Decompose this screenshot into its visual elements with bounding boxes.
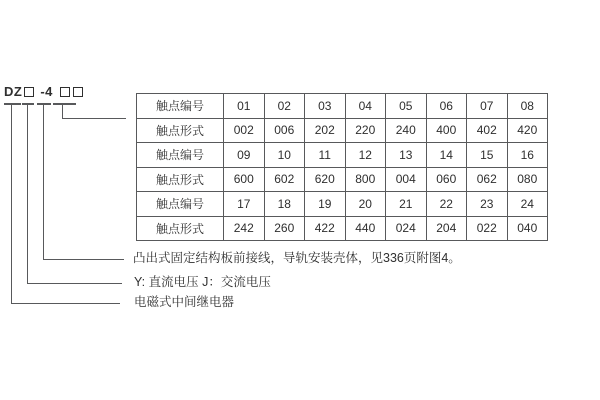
table-cell: 800	[345, 167, 386, 192]
table-cell: 23	[467, 192, 508, 217]
table-cell: 21	[386, 192, 427, 217]
table-cell: 202	[305, 118, 346, 143]
model-series: -4	[40, 84, 53, 99]
table-cell: 040	[507, 216, 548, 241]
table-cell: 600	[224, 167, 265, 192]
table-cell: 620	[305, 167, 346, 192]
table-cell: 10	[264, 143, 305, 168]
table-row	[137, 167, 548, 192]
table-cell: 400	[426, 118, 467, 143]
table-cell: 17	[224, 192, 265, 217]
table-cell: 22	[426, 192, 467, 217]
leader-line-contact-table	[62, 104, 126, 119]
table-cell: 022	[467, 216, 508, 241]
table-cell: 03	[305, 94, 346, 119]
table-cell: 16	[507, 143, 548, 168]
table-row	[137, 192, 548, 217]
table-cell: 024	[386, 216, 427, 241]
table-cell: 220	[345, 118, 386, 143]
table-cell: 01	[224, 94, 265, 119]
table-row	[137, 216, 548, 241]
table-cell: 05	[386, 94, 427, 119]
table-row	[137, 118, 548, 143]
table-cell: 260	[264, 216, 305, 241]
contact-table	[136, 93, 548, 241]
row-label: 触点编号	[137, 192, 224, 217]
table-cell: 204	[426, 216, 467, 241]
table-cell: 002	[224, 118, 265, 143]
table-cell: 15	[467, 143, 508, 168]
table-cell: 420	[507, 118, 548, 143]
table-cell: 12	[345, 143, 386, 168]
model-designation	[4, 84, 83, 99]
row-label: 触点形式	[137, 167, 224, 192]
table-cell: 18	[264, 192, 305, 217]
table-cell: 004	[386, 167, 427, 192]
annotation-structure: 凸出式固定结构板前接线，导轨安装壳体，见336页附图4。	[133, 251, 461, 265]
table-cell: 08	[507, 94, 548, 119]
table-cell: 11	[305, 143, 346, 168]
table-row	[137, 94, 548, 119]
model-prefix: DZ	[4, 84, 23, 99]
table-cell: 14	[426, 143, 467, 168]
table-cell: 24	[507, 192, 548, 217]
table-cell: 062	[467, 167, 508, 192]
table-cell: 402	[467, 118, 508, 143]
table-cell: 440	[345, 216, 386, 241]
placeholder-box-icon	[73, 87, 83, 97]
table-cell: 04	[345, 94, 386, 119]
table-cell: 240	[386, 118, 427, 143]
placeholder-box-icon	[60, 87, 70, 97]
row-label: 触点编号	[137, 143, 224, 168]
table-cell: 07	[467, 94, 508, 119]
row-label: 触点形式	[137, 118, 224, 143]
annotation-voltage: Y: 直流电压 J：交流电压	[134, 275, 271, 289]
annotation-relay-type: 电磁式中间继电器	[134, 295, 235, 309]
table-cell: 13	[386, 143, 427, 168]
table-cell: 006	[264, 118, 305, 143]
leader-line-structure	[43, 104, 124, 260]
contact-table-body	[137, 94, 548, 241]
table-cell: 080	[507, 167, 548, 192]
table-cell: 422	[305, 216, 346, 241]
row-label: 触点编号	[137, 94, 224, 119]
table-cell: 09	[224, 143, 265, 168]
table-cell: 242	[224, 216, 265, 241]
table-cell: 602	[264, 167, 305, 192]
table-cell: 060	[426, 167, 467, 192]
table-cell: 19	[305, 192, 346, 217]
table-cell: 06	[426, 94, 467, 119]
placeholder-box-icon	[24, 87, 34, 97]
row-label: 触点形式	[137, 216, 224, 241]
table-cell: 20	[345, 192, 386, 217]
table-row	[137, 143, 548, 168]
table-cell: 02	[264, 94, 305, 119]
